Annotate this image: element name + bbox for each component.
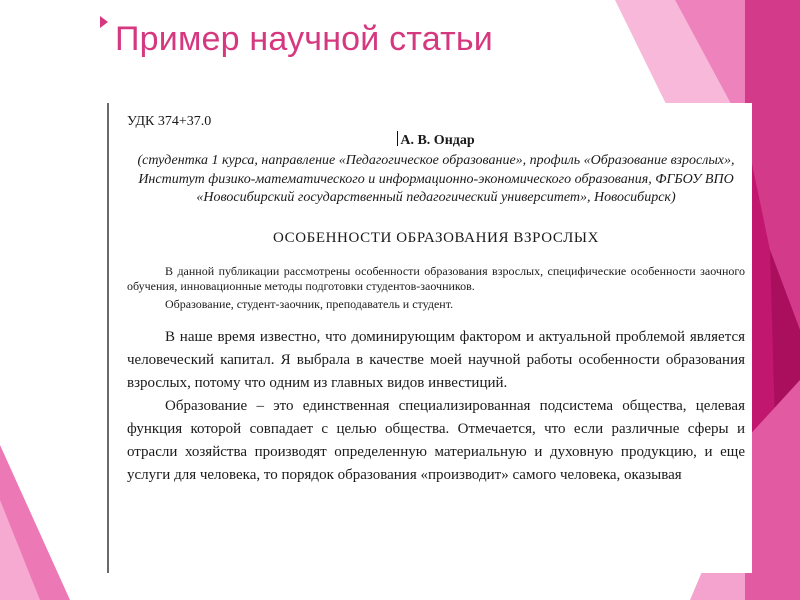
author-name: А. В. Ондар bbox=[400, 133, 475, 148]
article-abstract: В данной публикации рассмотрены особенности образования взрослых, специфические особенности заочного обучения, инновационные методы подготовки студентов-заочников. bbox=[127, 263, 745, 293]
author-affiliation: (студентка 1 курса, направление «Педагогическое образование», профиль «Образование взрослых», Институт физико-математического и информационно-экономического образования, ФГБОУ ВПО «Новосибирский государственный педагогический университет», Новосибирск) bbox=[137, 153, 735, 205]
body-paragraph: В наше время известно, что доминирующим фактором и актуальной проблемой является человеческий капитал. Я выбрала в качестве моей научной работы особенности образования взрослых, потому что одним из главных видов инвестиций. bbox=[127, 328, 745, 391]
text-cursor bbox=[397, 131, 398, 146]
udk-code: УДК 374+37.0 bbox=[127, 114, 212, 129]
body-paragraph: Образование – это единственная специализированная подсистема общества, целевая функция которой совпадает с целью общества. Отмечается, что если различные сферы и отрасли хозяйства производят определенную материальную и духовную продукцию, и еще услуги для человека, то порядок образования «производит» самого человека, оказывая bbox=[127, 397, 745, 483]
article-keywords: Образование, студент-заочник, преподаватель и студент. bbox=[165, 296, 454, 311]
title-bullet-icon bbox=[100, 16, 108, 28]
article-title: ОСОБЕННОСТИ ОБРАЗОВАНИЯ ВЗРОСЛЫХ bbox=[272, 229, 600, 246]
slide-title: Пример научной статьи bbox=[115, 20, 493, 58]
article-content bbox=[127, 113, 745, 487]
author-line bbox=[127, 131, 745, 150]
article-page bbox=[107, 103, 752, 573]
